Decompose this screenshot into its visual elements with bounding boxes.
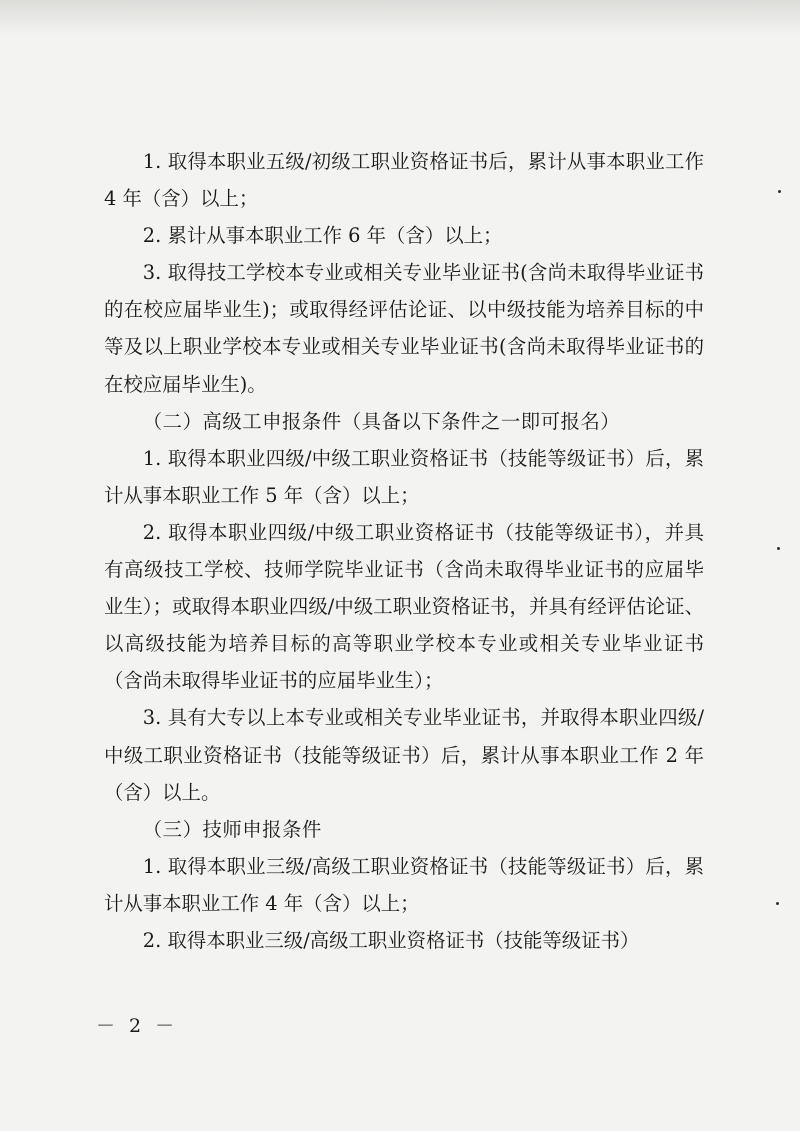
condition-item-2: 2. 累计从事本职业工作 6 年（含）以上； bbox=[142, 224, 503, 248]
senior-condition-item-3: 3. 具有大专以上本专业或相关专业毕业证书，并取得本职业四级/中级工职业资格证书（技能等级证书）后，累计从事本职业工作 2 年（含）以上。 bbox=[104, 706, 704, 804]
technician-condition-item-2: 2. 取得本职业三级/高级工职业资格证书（技能等级证书） bbox=[142, 928, 640, 952]
scan-speck bbox=[778, 190, 781, 193]
scan-speck bbox=[776, 902, 779, 905]
document-body bbox=[104, 143, 704, 959]
scan-speck bbox=[777, 547, 780, 550]
senior-condition-item-2: 2. 取得本职业四级/中级工职业资格证书（技能等级证书），并具有高级技工学校、技师学院毕业证书（含尚未取得毕业证书的应届毕业生）；或取得本职业四级/中级工职业资格证书，并具有经评估论证、以高级技能为培养目标的高等职业学校本专业或相关专业毕业证书（含尚未取得毕业证书的应届毕业生）； bbox=[104, 520, 704, 693]
section-heading-senior-worker: （二）高级工申报条件（具备以下条件之一即可报名） bbox=[142, 409, 621, 433]
condition-item-1: 1. 取得本职业五级/初级工职业资格证书后，累计从事本职业工作 4 年（含）以上； bbox=[104, 150, 704, 211]
page-number: － 2 － bbox=[96, 1015, 179, 1037]
senior-condition-item-1: 1. 取得本职业四级/中级工职业资格证书（技能等级证书）后，累计从事本职业工作 5 年（含）以上； bbox=[104, 446, 704, 507]
section-heading-technician: （三）技师申报条件 bbox=[142, 817, 322, 841]
technician-condition-item-1: 1. 取得本职业三级/高级工职业资格证书（技能等级证书）后，累计从事本职业工作 4 年（含）以上； bbox=[104, 854, 704, 915]
scan-edge-shadow bbox=[0, 0, 800, 36]
condition-item-3: 3. 取得技工学校本专业或相关专业毕业证书(含尚未取得毕业证书的在校应届毕业生)；或取得经评估论证、以中级技能为培养目标的中等及以上职业学校本专业或相关专业毕业证书(含尚未取得毕业证书的在校应届毕业生)。 bbox=[104, 261, 704, 396]
